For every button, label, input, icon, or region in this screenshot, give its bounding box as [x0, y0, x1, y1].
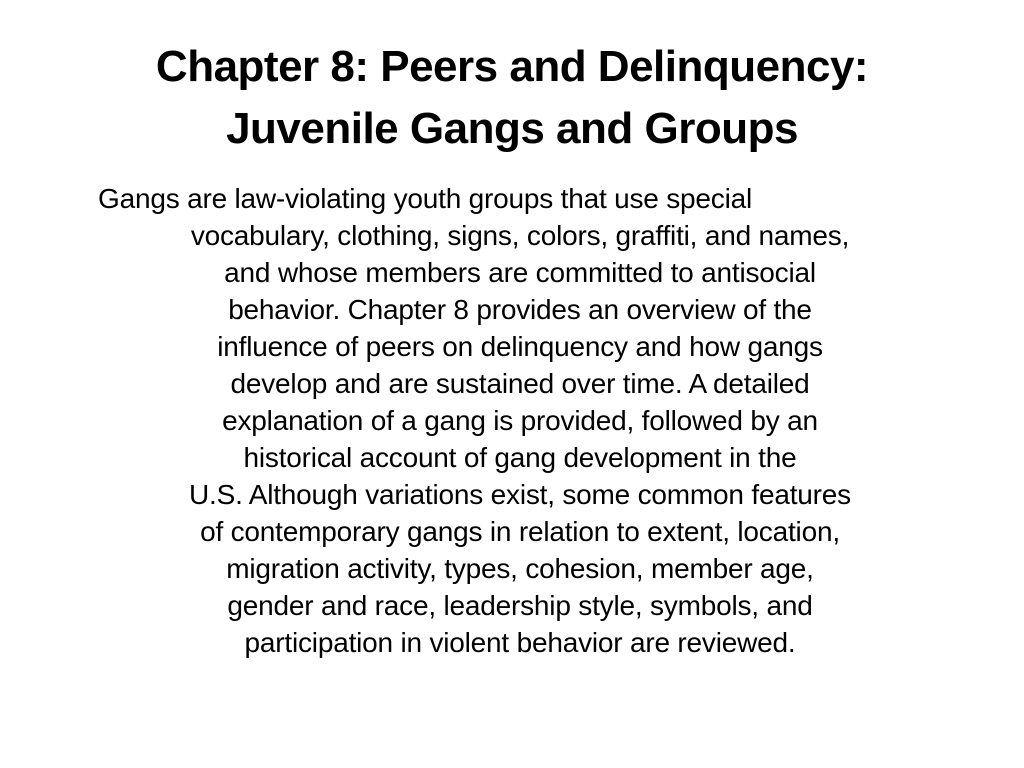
- body-text-line: develop and are sustained over time. A detailed: [230, 368, 810, 399]
- body-text-line: U.S. Although variations exist, some common features: [189, 479, 851, 510]
- body-text-line: behavior. Chapter 8 provides an overview of the: [228, 294, 812, 325]
- body-text-line: participation in violent behavior are reviewed.: [244, 627, 796, 658]
- body-text-line: of contemporary gangs in relation to extent, location,: [200, 516, 840, 547]
- slide-title: [60, 36, 964, 160]
- body-text-line: explanation of a gang is provided, followed by an: [222, 405, 818, 436]
- body-text-line: and whose members are committed to antisocial: [224, 257, 816, 288]
- slide-title-line: Juvenile Gangs and Groups: [226, 104, 798, 153]
- body-text-line: Gangs are law-violating youth groups that use special: [98, 183, 753, 214]
- slide-title-line: Chapter 8: Peers and Delinquency:: [155, 42, 869, 91]
- body-text-line: influence of peers on delinquency and how gangs: [217, 331, 823, 362]
- slide-body-text: [80, 180, 960, 661]
- body-text-line: gender and race, leadership style, symbols, and: [227, 590, 813, 621]
- body-text-line: historical account of gang development in the: [243, 442, 797, 473]
- body-text-line: migration activity, types, cohesion, member age,: [226, 553, 814, 584]
- body-text-line: vocabulary, clothing, signs, colors, graffiti, and names,: [190, 220, 850, 251]
